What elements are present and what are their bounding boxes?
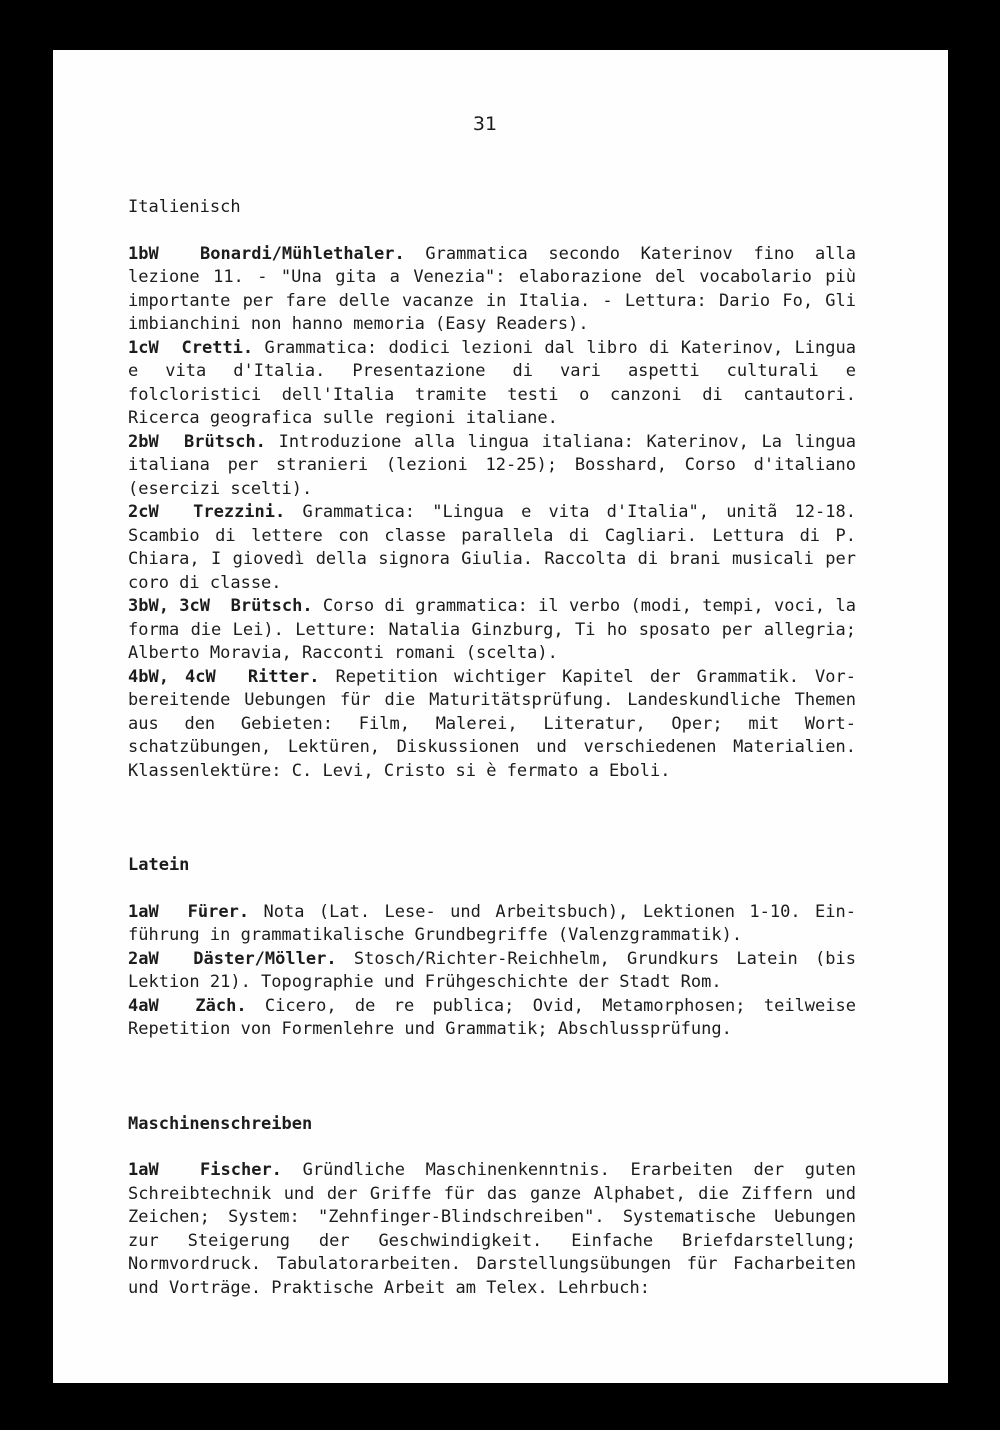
teacher-name: Fürer. (187, 901, 250, 922)
course-description: Introduzione alla lingua italiana: Katerinov, La lingua italiana per stranieri (lezioni 12-25); Bosshard, Corso d'italiano (esercizi scelti). (128, 431, 856, 499)
course-description: Repetition wichtiger Kapitel der Grammatik. Vorbereitende Uebungen für die Maturitätsprüfung. Landeskundliche Themen aus den Gebieten: Film, Malerei, Literatur, Oper; mit Wortschatzübungen, Lektüren, Diskussionen und verschiedenen Materialien. Klassenlektüre: C. Levi, Cristo si è fermato a Eboli. (128, 666, 856, 781)
course-description: Grammatica: dodici lezioni dal libro di Katerinov, Lingua e vita d'Italia. Presentazione di vari aspetti culturali e folcloristici dell'Italia tramite testi o canzoni di cantautori. Ricerca geografica sulle regioni italiane. (128, 337, 856, 428)
course-description: Grammatica: "Lingua e vita d'Italia", unitã 12-18. Scambio di lettere con classe parallela di Cagliari. Lettura di P. Chiara, I giovedì della signora Giulia. Raccolta di brani musicali per coro di classe. (128, 502, 856, 593)
class-code: 2aW (128, 948, 159, 969)
page-content (128, 196, 856, 1300)
class-code: 3bW, 3cW (128, 596, 210, 616)
course-entry (128, 666, 856, 784)
page-number: 31 (472, 113, 498, 135)
teacher-name: Bonardi/Mühlethaler. (200, 243, 405, 264)
course-entry (128, 243, 856, 337)
section-italienisch (128, 196, 856, 783)
class-code: 1bW (128, 243, 159, 264)
teacher-name: Trezzini. (193, 502, 286, 522)
course-description: Gründliche Maschinenkenntnis. Erarbeiten der guten Schreibtechnik und der Griffe für das ganze Alphabet, die Ziffern und Zeichen; System: "Zehnfinger-Blindschreiben". Systematische Uebungen zur Steigerung der Geschwindigkeit. Einfache Briefdarstellung; Normvordruck. Tabulatorarbeiten. Darstellungsübungen für Facharbeiten und Vorträge. Praktische Arbeit am Telex. Lehrbuch: (128, 1160, 856, 1298)
section-title: Latein (128, 855, 190, 875)
teacher-name: Zäch. (195, 995, 247, 1016)
class-code: 2bW (128, 431, 159, 452)
class-code: 2cW (128, 502, 159, 522)
teacher-name: Däster/Möller. (193, 948, 337, 969)
course-entry (128, 1159, 856, 1300)
teacher-name: Brütsch. (184, 431, 266, 452)
course-description: Cicero, de re publica; Ovid, Metamorphosen; teilweise Repetition von Formenlehre und Grammatik; Abschlussprüfung. (128, 995, 856, 1039)
course-entry (128, 995, 856, 1042)
class-code: 4bW, 4cW (128, 666, 216, 687)
course-description: Corso di grammatica: il verbo (modi, tempi, voci, la forma die Lei). Letture: Natalia Ginzburg, Ti ho sposato per allegria; Alberto Moravia, Racconti romani (scelta). (128, 596, 856, 663)
course-entry (128, 501, 856, 595)
section-maschinenschreiben (128, 1113, 856, 1301)
class-code: 1aW (128, 1160, 159, 1180)
course-description: Stosch/Richter-Reichhelm, Grundkurs Latein (bis Lektion 21). Topographie und Frühgeschichte der Stadt Rom. (128, 948, 856, 992)
teacher-name: Cretti. (181, 337, 254, 358)
section-title: Maschinenschreiben (128, 1113, 313, 1134)
course-entry (128, 337, 856, 431)
course-description: Nota (Lat. Lese- und Arbeitsbuch), Lektionen 1-10. Einführung in grammatikalische Grundbegriffe (Valenzgrammatik). (128, 901, 856, 945)
teacher-name: Brütsch. (230, 596, 313, 616)
section-title: Italienisch (128, 197, 241, 217)
teacher-name: Fischer. (200, 1160, 282, 1180)
class-code: 1cW (128, 337, 159, 358)
course-description: Grammatica secondo Katerinov fino alla lezione 11. - "Una gita a Venezia": elaborazione del vocabolario più importante per fare delle vacanze in Italia. - Lettura: Dario Fo, Gli imbianchini non hanno memoria (Easy Readers). (128, 243, 856, 334)
course-entry (128, 595, 856, 666)
teacher-name: Ritter. (247, 666, 320, 687)
class-code: 1aW (128, 901, 159, 922)
section-latein (128, 854, 856, 1042)
document-page (53, 50, 948, 1383)
course-entry (128, 901, 856, 948)
class-code: 4aW (128, 995, 159, 1016)
course-entry (128, 948, 856, 995)
course-entry (128, 431, 856, 502)
